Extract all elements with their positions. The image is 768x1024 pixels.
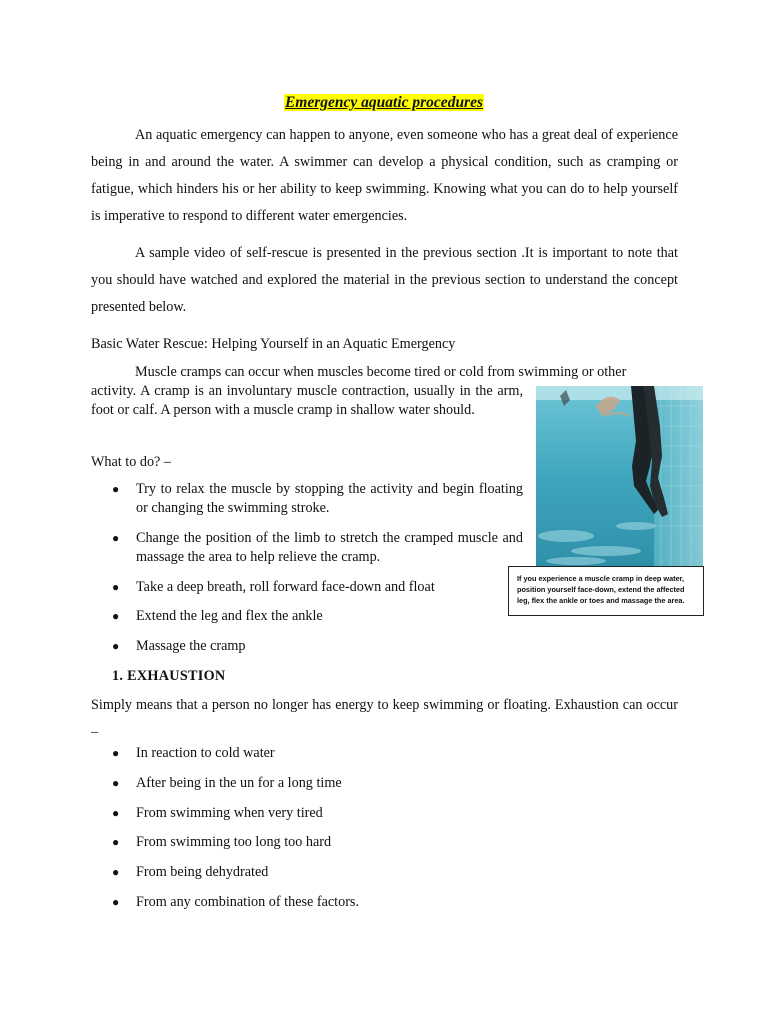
bullet-marker: ● <box>112 609 120 623</box>
title-text: Emergency aquatic procedures <box>284 94 484 111</box>
exhaustion-cause-text: From any combination of these factors. <box>136 894 360 910</box>
cramp-step <box>112 607 523 626</box>
cramp-step-text: Take a deep breath, roll forward face-down and float <box>136 579 435 595</box>
exhaustion-intro: Simply means that a person no longer has energy to keep swimming or floating. Exhaustion can occur – <box>91 697 678 740</box>
bullet-marker: ● <box>112 531 120 545</box>
cramp-step <box>112 637 523 656</box>
intro-paragraph: An aquatic emergency can happen to anyone, even someone who has a great deal of experience being in and around the water. A swimmer can develop a physical condition, such as cramping or fatigue, which hinders his or her ability to keep swimming. Knowing what you can do to help yourself is imperative to respond to different water emergencies. <box>91 127 678 224</box>
bullet-marker: ● <box>112 580 120 594</box>
exhaustion-cause <box>112 744 612 763</box>
underwater-swimmer-image <box>536 386 703 569</box>
cramp-step-text: Try to relax the muscle by stopping the activity and begin floating or changing the swimming stroke. <box>136 481 523 516</box>
page-title <box>0 94 768 112</box>
exhaustion-heading: 1. EXHAUSTION <box>112 668 226 684</box>
video-paragraph: A sample video of self-rescue is presented in the previous section .It is important to note that you should have watched and explored the material in the previous section to understand the concept presented below. <box>91 245 678 315</box>
exhaustion-cause <box>112 833 612 852</box>
cramp-step <box>112 529 523 567</box>
exhaustion-cause-text: In reaction to cold water <box>136 745 275 761</box>
exhaustion-cause-text: After being in the un for a long time <box>136 775 342 791</box>
exhaustion-cause-text: From swimming when very tired <box>136 805 323 821</box>
cramp-step <box>112 578 523 597</box>
exhaustion-cause <box>112 774 612 793</box>
bullet-marker: ● <box>112 865 120 879</box>
bullet-marker: ● <box>112 776 120 790</box>
bullet-marker: ● <box>112 835 120 849</box>
swimmer-photo <box>536 386 703 569</box>
cramp-step-text: Change the position of the limb to stretch the cramped muscle and massage the area to help relieve the cramp. <box>136 530 523 565</box>
section-heading: Basic Water Rescue: Helping Yourself in an Aquatic Emergency <box>91 336 456 352</box>
exhaustion-cause-text: From swimming too long too hard <box>136 834 332 850</box>
what-to-do-label: What to do? – <box>91 454 171 470</box>
exhaustion-cause <box>112 893 612 912</box>
cramp-intro-line: Muscle cramps can occur when muscles become tired or cold from swimming or other <box>135 364 627 380</box>
cramp-description: activity. A cramp is an involuntary muscle contraction, usually in the arm, foot or calf. A person with a muscle cramp in shallow water should. <box>91 383 523 418</box>
bullet-marker: ● <box>112 482 120 496</box>
cramp-step-text: Extend the leg and flex the ankle <box>136 608 323 624</box>
exhaustion-cause-text: From being dehydrated <box>136 864 269 880</box>
bullet-marker: ● <box>112 639 120 653</box>
bullet-marker: ● <box>112 806 120 820</box>
cramp-step-text: Massage the cramp <box>136 638 246 654</box>
bullet-marker: ● <box>112 895 120 909</box>
exhaustion-cause <box>112 863 612 882</box>
exhaustion-cause <box>112 804 612 823</box>
image-caption: If you experience a muscle cramp in deep water, position yourself face-down, extend the affected leg, flex the ankle or toes and massage the area. <box>508 566 704 616</box>
bullet-marker: ● <box>112 746 120 760</box>
cramp-step <box>112 480 523 518</box>
